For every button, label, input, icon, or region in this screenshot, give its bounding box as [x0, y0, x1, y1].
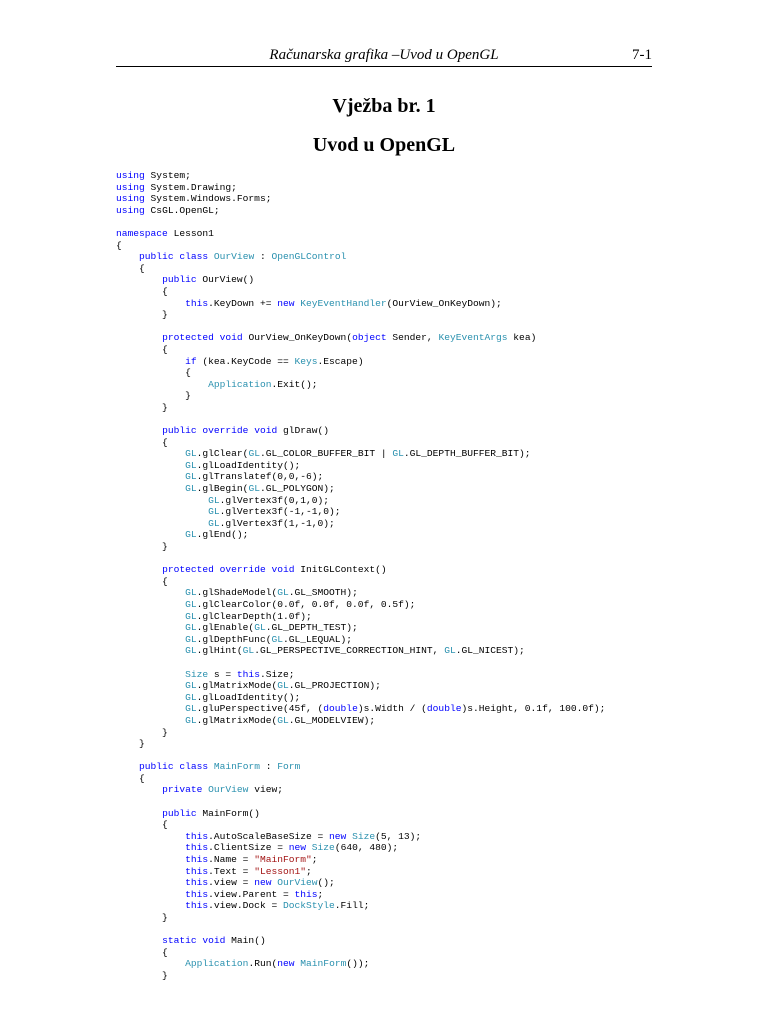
code-token — [116, 958, 185, 969]
code-token — [116, 298, 185, 309]
code-token: KeyEventHandler — [300, 297, 387, 309]
code-token: GL — [277, 587, 289, 599]
code-token: this — [294, 888, 318, 900]
code-line — [116, 298, 716, 310]
code-token: { — [116, 343, 168, 355]
code-line — [116, 599, 716, 611]
code-token: System; — [144, 170, 191, 181]
code-token: .Exit(); — [271, 378, 318, 390]
code-token: .GL_POLYGON); — [259, 483, 335, 495]
code-token: this — [185, 900, 209, 912]
code-token: public — [162, 425, 197, 437]
code-token — [116, 900, 185, 911]
code-line — [116, 738, 716, 750]
code-token: .GL_DEPTH_TEST); — [265, 622, 358, 634]
code-token: override — [202, 425, 249, 437]
code-line — [116, 240, 716, 252]
code-line — [116, 669, 716, 681]
code-token: .view.Dock = — [208, 900, 283, 912]
code-token — [116, 587, 185, 598]
code-token: .Escape) — [317, 355, 364, 367]
code-line — [116, 518, 716, 530]
code-token: DockStyle — [282, 900, 335, 912]
code-token: OurView — [277, 877, 318, 889]
code-token: .glEnable( — [196, 622, 255, 634]
code-line — [116, 970, 716, 982]
code-token — [116, 761, 139, 772]
code-token: GL — [185, 714, 197, 726]
code-token: GL — [444, 645, 456, 657]
code-token: GL — [185, 610, 197, 622]
code-token: System.Drawing; — [144, 181, 237, 193]
code-line — [116, 947, 716, 959]
code-token: .GL_SMOOTH); — [288, 587, 358, 599]
code-line — [116, 611, 716, 623]
code-line — [116, 773, 716, 785]
code-token: void — [254, 425, 278, 437]
code-token: { — [116, 772, 145, 784]
code-token: CsGL.OpenGL; — [144, 204, 220, 216]
code-token: object — [352, 332, 387, 344]
code-token: GL — [392, 448, 404, 460]
code-line — [116, 784, 716, 796]
code-token: .GL_NICEST); — [455, 645, 525, 657]
code-token: } — [116, 541, 168, 552]
code-token: GL — [185, 622, 197, 634]
code-token: .glTranslatef(0,0,-6); — [196, 471, 324, 483]
code-line — [116, 576, 716, 588]
code-token: void — [219, 332, 243, 344]
code-token: .glShadeModel( — [196, 587, 278, 599]
code-token: .view = — [208, 877, 255, 889]
code-token: .glLoadIdentity(); — [196, 459, 301, 471]
code-token — [116, 471, 185, 482]
code-token: GL — [185, 471, 197, 483]
code-line — [116, 309, 716, 321]
code-line — [116, 680, 716, 692]
code-token — [116, 634, 185, 645]
code-token: MainForm() — [196, 807, 260, 819]
code-line — [116, 182, 716, 194]
code-token — [116, 622, 185, 633]
code-token: { — [116, 367, 191, 379]
code-token: using — [116, 193, 145, 205]
code-token — [116, 506, 208, 517]
code-line — [116, 854, 716, 866]
header-title: Računarska grafika –Uvod u OpenGL — [269, 47, 499, 63]
topic-title: Uvod u OpenGL — [312, 134, 456, 156]
code-token: new — [329, 830, 347, 842]
code-token — [116, 448, 185, 459]
code-token: view; — [248, 784, 283, 796]
code-token: new — [277, 958, 295, 970]
code-token — [116, 784, 162, 795]
code-token: )s.Height, 0.1f, 100.0f); — [461, 703, 606, 715]
code-token: GL — [185, 587, 197, 599]
code-token — [116, 599, 185, 610]
code-line — [116, 924, 716, 936]
code-token: .glMatrixMode( — [196, 714, 278, 726]
code-token — [116, 715, 185, 726]
code-token: double — [426, 703, 462, 715]
code-token: (kea.KeyCode == — [196, 355, 295, 367]
code-token: (OurView_OnKeyDown); — [386, 297, 502, 309]
code-token: new — [254, 877, 272, 889]
code-line — [116, 460, 716, 472]
code-line — [116, 205, 716, 217]
code-line — [116, 321, 716, 333]
code-token: { — [116, 575, 168, 587]
code-token — [116, 935, 162, 946]
code-line — [116, 471, 716, 483]
code-token: "Lesson1" — [254, 865, 307, 877]
code-token — [116, 332, 162, 343]
code-token: KeyEventArgs — [438, 332, 508, 344]
code-token: .glDepthFunc( — [196, 633, 272, 645]
code-token: .glLoadIdentity(); — [196, 691, 301, 703]
code-line — [116, 634, 716, 646]
code-token: GL — [277, 680, 289, 692]
code-token — [116, 518, 208, 529]
code-line — [116, 437, 716, 449]
code-token: private — [162, 784, 203, 796]
code-line — [116, 831, 716, 843]
code-token: public — [162, 807, 197, 819]
code-token: class — [179, 251, 209, 263]
code-token: .Run( — [248, 958, 278, 970]
code-line — [116, 506, 716, 518]
code-line — [116, 170, 716, 182]
code-token: { — [116, 819, 168, 831]
code-token: GL — [185, 598, 197, 610]
code-token: GL — [185, 529, 197, 541]
code-line — [116, 367, 716, 379]
code-token: } — [116, 390, 191, 402]
code-line — [116, 657, 716, 669]
code-token: Keys — [294, 355, 318, 367]
code-line — [116, 866, 716, 878]
code-line — [116, 216, 716, 228]
code-token: } — [116, 969, 168, 981]
code-line — [116, 402, 716, 414]
code-token — [116, 842, 185, 853]
code-token — [116, 680, 185, 691]
code-token: : — [259, 761, 278, 773]
code-token: OpenGLControl — [271, 251, 347, 263]
code-token: this — [236, 668, 260, 680]
code-token: .glMatrixMode( — [196, 680, 278, 692]
code-token: new — [288, 842, 307, 854]
code-token: .glHint( — [196, 645, 243, 657]
code-token: .Size; — [259, 668, 295, 680]
code-line — [116, 935, 716, 947]
code-token: MainForm — [213, 761, 260, 773]
code-line — [116, 796, 716, 808]
code-token — [116, 669, 185, 680]
code-token — [116, 564, 162, 575]
code-line — [116, 379, 716, 391]
code-token — [116, 529, 185, 540]
code-token: Application — [185, 958, 249, 970]
code-token: OurView() — [196, 274, 255, 286]
code-token: } — [116, 726, 168, 738]
code-token: .GL_PROJECTION); — [288, 680, 381, 692]
code-token — [116, 808, 162, 819]
code-token: .glClearColor(0.0f, 0.0f, 0.0f, 0.5f); — [196, 598, 416, 610]
code-line — [116, 727, 716, 739]
code-token: .Name = — [208, 854, 255, 866]
code-token: .Fill; — [334, 900, 370, 912]
code-token: MainForm — [300, 958, 347, 970]
code-token: OurView_OnKeyDown( — [242, 332, 353, 344]
code-token: .glClearDepth(1.0f); — [196, 610, 312, 622]
code-token — [116, 611, 185, 622]
code-token: { — [116, 946, 168, 958]
code-line — [116, 286, 716, 298]
code-line — [116, 483, 716, 495]
code-token: GL — [208, 506, 220, 518]
code-token: OurView — [208, 784, 249, 796]
code-token: this — [185, 877, 209, 889]
code-listing — [116, 170, 716, 982]
code-line — [116, 819, 716, 831]
code-line — [116, 448, 716, 460]
code-token: glDraw() — [277, 425, 330, 437]
code-line — [116, 274, 716, 286]
code-line — [116, 263, 716, 275]
code-token: .glEnd(); — [196, 529, 249, 541]
code-token: ; — [306, 865, 312, 877]
code-line — [116, 251, 716, 263]
code-line — [116, 193, 716, 205]
code-token: .GL_LEQUAL); — [282, 633, 353, 645]
code-token: protected — [162, 564, 214, 576]
code-token: GL — [185, 645, 197, 657]
code-token: protected — [162, 332, 214, 344]
code-token: namespace — [116, 227, 168, 239]
exercise-title: Vježba br. 1 — [332, 95, 436, 117]
code-token: .GL_PERSPECTIVE_CORRECTION_HINT, — [254, 645, 445, 657]
code-token — [116, 703, 185, 714]
code-line — [116, 761, 716, 773]
code-token: GL — [208, 494, 220, 506]
code-token: .AutoScaleBaseSize = — [208, 830, 330, 842]
code-line — [116, 842, 716, 854]
code-token: GL — [185, 680, 197, 692]
code-token: void — [271, 564, 295, 576]
code-token — [116, 274, 162, 285]
code-token: new — [277, 297, 295, 309]
code-token: public — [139, 761, 174, 773]
code-token: public — [162, 274, 197, 286]
code-token — [116, 831, 185, 842]
code-line — [116, 413, 716, 425]
code-line — [116, 356, 716, 368]
code-token: Size — [311, 842, 335, 854]
code-token: double — [323, 703, 358, 715]
code-token: Application — [208, 378, 272, 390]
code-token: GL — [185, 459, 197, 471]
code-token: (640, 480); — [334, 842, 399, 854]
code-line — [116, 344, 716, 356]
code-line — [116, 228, 716, 240]
code-line — [116, 715, 716, 727]
code-line — [116, 912, 716, 924]
code-token: .glBegin( — [196, 483, 249, 495]
code-token: { — [116, 285, 168, 297]
code-token — [116, 251, 139, 262]
code-token: GL — [208, 517, 220, 529]
code-token: (5, 13); — [375, 830, 422, 842]
code-token: { — [116, 239, 122, 251]
code-token: this — [185, 865, 209, 877]
code-token: .glVertex3f(-1,-1,0); — [219, 506, 341, 518]
code-token — [116, 645, 185, 656]
code-line — [116, 541, 716, 553]
code-line — [116, 622, 716, 634]
code-token: .gluPerspective(45f, ( — [196, 703, 324, 715]
code-token: OurView — [213, 251, 255, 263]
code-token: InitGLContext() — [294, 564, 387, 576]
code-token: } — [116, 309, 168, 321]
code-token: .glVertex3f(1,-1,0); — [219, 517, 335, 529]
code-token: .ClientSize = — [208, 842, 289, 854]
code-token: using — [116, 181, 145, 193]
code-line — [116, 808, 716, 820]
code-token: { — [116, 436, 168, 448]
code-token: GL — [248, 448, 260, 460]
code-token: public — [139, 251, 174, 263]
code-token — [116, 889, 185, 900]
code-token: ()); — [346, 958, 370, 970]
code-token — [116, 495, 208, 506]
code-token — [116, 877, 185, 888]
code-token: "MainForm" — [254, 854, 312, 866]
code-token: this — [185, 842, 209, 854]
code-token: GL — [254, 622, 266, 634]
code-token: GL — [185, 483, 197, 495]
code-line — [116, 425, 716, 437]
code-token: Size — [352, 830, 376, 842]
code-token: .view.Parent = — [208, 888, 295, 900]
code-token: ; — [311, 854, 318, 866]
code-token: if — [185, 355, 197, 367]
code-line — [116, 692, 716, 704]
code-line — [116, 495, 716, 507]
code-token: ; — [317, 888, 324, 900]
code-line — [116, 877, 716, 889]
code-line — [116, 889, 716, 901]
code-token: (); — [317, 877, 335, 889]
code-token: )s.Width / ( — [357, 703, 427, 715]
code-token: GL — [271, 633, 283, 645]
code-token: Form — [277, 761, 301, 773]
code-token: using — [116, 204, 145, 216]
code-token — [116, 866, 185, 877]
code-token: Lesson1 — [167, 227, 214, 239]
code-line — [116, 750, 716, 762]
code-token: void — [202, 935, 226, 947]
code-line — [116, 529, 716, 541]
code-token: s = — [208, 668, 237, 680]
code-token: GL — [185, 633, 197, 645]
code-token — [116, 692, 185, 703]
code-token: kea) — [507, 332, 537, 344]
code-token: .Text = — [208, 865, 255, 877]
code-token: { — [116, 262, 145, 274]
code-token: System.Windows.Forms; — [144, 193, 272, 205]
code-line — [116, 390, 716, 402]
code-token — [116, 483, 185, 494]
code-token: .GL_DEPTH_BUFFER_BIT); — [403, 448, 531, 460]
code-token: .GL_MODELVIEW); — [288, 714, 376, 726]
code-token: .GL_COLOR_BUFFER_BIT | — [259, 448, 393, 460]
code-token: : — [254, 251, 272, 263]
code-token — [116, 425, 162, 436]
code-token: GL — [248, 483, 260, 495]
code-token: this — [185, 297, 209, 309]
code-token — [116, 356, 185, 367]
code-token: .KeyDown += — [208, 297, 278, 309]
code-line — [116, 900, 716, 912]
code-token: GL — [277, 714, 289, 726]
code-line — [116, 645, 716, 657]
code-token: .glVertex3f(0,1,0); — [219, 494, 330, 506]
code-token: } — [116, 401, 168, 413]
code-line — [116, 703, 716, 715]
code-token: } — [116, 912, 168, 923]
code-line — [116, 553, 716, 565]
code-token: this — [185, 888, 209, 900]
code-token: GL — [185, 703, 197, 715]
code-token: Main() — [225, 935, 266, 947]
code-line — [116, 564, 716, 576]
code-token: .glClear( — [196, 448, 249, 460]
code-line — [116, 958, 716, 970]
code-token: GL — [185, 448, 197, 460]
code-token: override — [219, 564, 266, 576]
page-header — [116, 44, 652, 67]
code-token: this — [185, 830, 209, 842]
code-line — [116, 587, 716, 599]
code-token: GL — [242, 645, 255, 657]
code-token: this — [185, 854, 209, 866]
code-line — [116, 332, 716, 344]
code-token: using — [116, 170, 145, 181]
code-token: GL — [185, 691, 197, 703]
code-token: } — [116, 738, 145, 750]
code-token: Size — [185, 668, 209, 680]
code-token — [116, 854, 185, 865]
code-token: static — [162, 935, 197, 947]
code-token: class — [179, 761, 209, 773]
code-token — [116, 460, 185, 471]
page-number: 7-1 — [632, 47, 652, 63]
code-token: Sender, — [386, 332, 439, 344]
code-token — [116, 379, 208, 390]
